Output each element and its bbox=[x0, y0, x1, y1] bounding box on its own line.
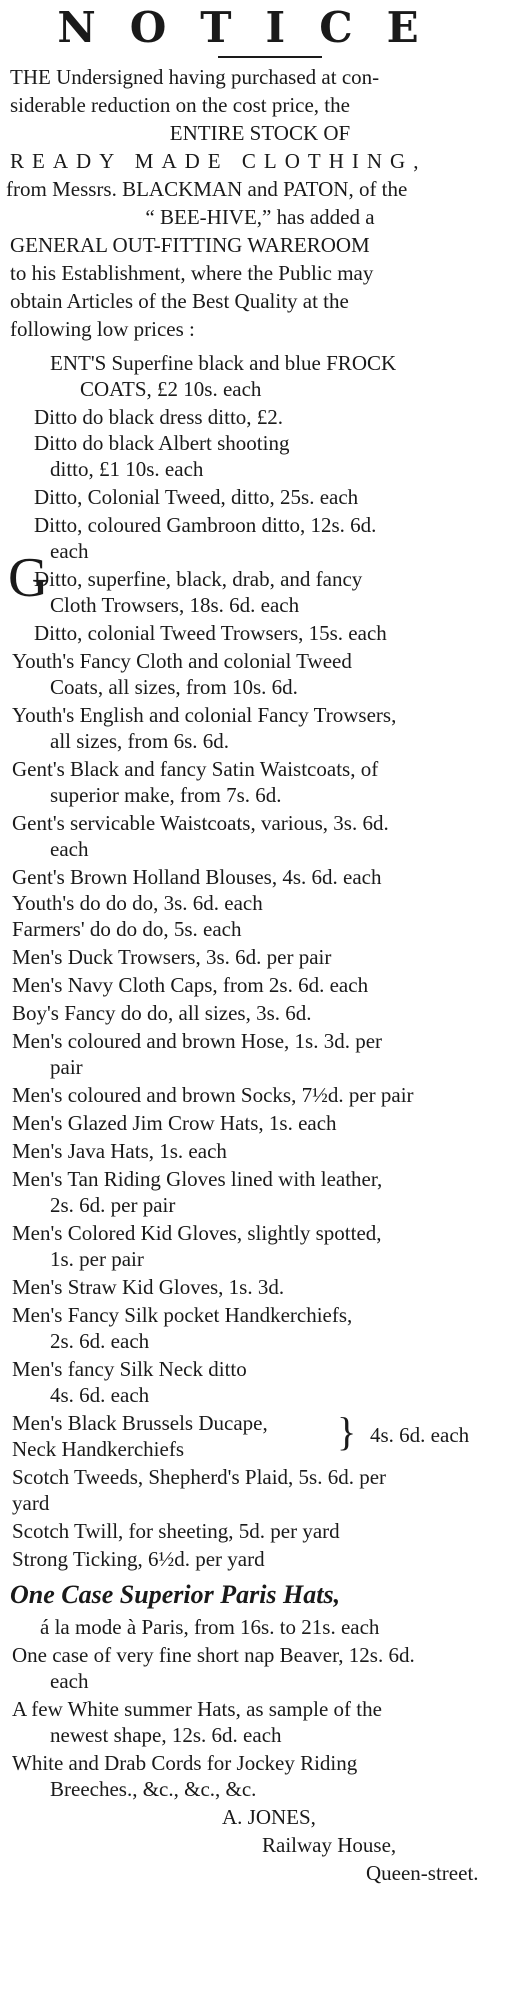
item-line: each bbox=[50, 837, 89, 861]
intro-line: to his Establishment, where the Public may bbox=[10, 261, 374, 285]
item-line: yard bbox=[12, 1491, 50, 1515]
intro-line: READY MADE CLOTHING, bbox=[10, 149, 427, 173]
item-line: Gent's Black and fancy Satin Waistcoats, of bbox=[12, 757, 379, 781]
tail-line: One case of very fine short nap Beaver, 12s. 6d. bbox=[12, 1643, 415, 1667]
item-line: Ditto do black Albert shooting bbox=[34, 431, 290, 455]
intro-line: THE Undersigned having purchased at con- bbox=[10, 65, 380, 89]
item-line: Scotch Twill, for sheeting, 5d. per yard bbox=[12, 1519, 340, 1543]
item-line: Youth's do do do, 3s. 6d. each bbox=[12, 891, 263, 915]
item-line: Men's Black Brussels Ducape, bbox=[12, 1411, 268, 1435]
notice-title: NOTICE bbox=[57, 3, 453, 52]
item-line: Ditto do black dress ditto, £2. bbox=[34, 405, 284, 429]
item-line: pair bbox=[50, 1055, 83, 1079]
item-line: Men's Fancy Silk pocket Handkerchiefs, bbox=[12, 1303, 353, 1327]
item-line: all sizes, from 6s. 6d. bbox=[50, 729, 230, 753]
tail-line: A few White summer Hats, as sample of the bbox=[12, 1697, 382, 1721]
item-line: Men's coloured and brown Socks, 7½d. per pair bbox=[12, 1083, 414, 1107]
tail-line: á la mode à Paris, from 16s. to 21s. each bbox=[40, 1615, 380, 1639]
item-line: Youth's English and colonial Fancy Trowsers, bbox=[12, 703, 397, 727]
item-line: 2s. 6d. per pair bbox=[50, 1193, 176, 1217]
intro-line: from Messrs. BLACKMAN and PATON, of the bbox=[6, 177, 408, 201]
item-line: Scotch Tweeds, Shepherd's Plaid, 5s. 6d. per bbox=[12, 1465, 387, 1489]
item-line: Neck Handkerchiefs bbox=[12, 1437, 184, 1461]
item-line: Men's Duck Trowsers, 3s. 6d. per pair bbox=[12, 945, 332, 969]
tail-line: Breeches., &c., &c., &c. bbox=[50, 1777, 257, 1801]
item-line: Cloth Trowsers, 18s. 6d. each bbox=[50, 593, 300, 617]
brace-symbol: } bbox=[337, 1409, 357, 1454]
item-line: Men's fancy Silk Neck ditto bbox=[12, 1357, 247, 1381]
item-line: Ditto, colonial Tweed Trowsers, 15s. each bbox=[34, 621, 387, 645]
intro-line: ENTIRE STOCK OF bbox=[169, 121, 351, 145]
item-line: Gent's servicable Waistcoats, various, 3s. 6d. bbox=[12, 811, 389, 835]
tail-line: newest shape, 12s. 6d. each bbox=[50, 1723, 282, 1747]
item-line: Ditto, Colonial Tweed, ditto, 25s. each bbox=[34, 485, 359, 509]
item-line: Men's Navy Cloth Caps, from 2s. 6d. each bbox=[12, 973, 369, 997]
item-line: Ditto, superfine, black, drab, and fancy bbox=[34, 567, 363, 591]
item-line: Ditto, coloured Gambroon ditto, 12s. 6d. bbox=[34, 513, 377, 537]
item-line: 2s. 6d. each bbox=[50, 1329, 150, 1353]
title-rule bbox=[218, 56, 322, 58]
signature-line: Queen-street. bbox=[366, 1861, 479, 1885]
tail-line: each bbox=[50, 1669, 89, 1693]
item-line: 4s. 6d. each bbox=[50, 1383, 150, 1407]
item-line: 4s. 6d. each bbox=[370, 1423, 470, 1447]
item-line: Coats, all sizes, from 10s. 6d. bbox=[50, 675, 298, 699]
item-line: each bbox=[50, 539, 89, 563]
item-line: Gent's Brown Holland Blouses, 4s. 6d. each bbox=[12, 865, 382, 889]
item-line: 1s. per pair bbox=[50, 1247, 144, 1271]
item-line: superior make, from 7s. 6d. bbox=[50, 783, 282, 807]
item-line: ditto, £1 10s. each bbox=[50, 457, 204, 481]
item-line: COATS, £2 10s. each bbox=[80, 377, 262, 401]
item-line: ENT'S Superfine black and blue FROCK bbox=[50, 351, 397, 375]
item-line: Boy's Fancy do do, all sizes, 3s. 6d. bbox=[12, 1001, 312, 1025]
tail-line: White and Drab Cords for Jockey Riding bbox=[12, 1751, 358, 1775]
item-line: Strong Ticking, 6½d. per yard bbox=[12, 1547, 265, 1571]
item-line: Farmers' do do do, 5s. each bbox=[12, 917, 242, 941]
item-line: Men's Tan Riding Gloves lined with leather, bbox=[12, 1167, 383, 1191]
intro-line: following low prices : bbox=[10, 317, 195, 341]
signature-line: A. JONES, bbox=[222, 1805, 316, 1829]
item-line: Men's coloured and brown Hose, 1s. 3d. per bbox=[12, 1029, 383, 1053]
item-line: Men's Java Hats, 1s. each bbox=[12, 1139, 227, 1163]
item-line: Men's Straw Kid Gloves, 1s. 3d. bbox=[12, 1275, 285, 1299]
intro-line: obtain Articles of the Best Quality at the bbox=[10, 289, 349, 313]
item-line: Men's Colored Kid Gloves, slightly spotted, bbox=[12, 1221, 382, 1245]
item-line: Men's Glazed Jim Crow Hats, 1s. each bbox=[12, 1111, 337, 1135]
item-line: Youth's Fancy Cloth and colonial Tweed bbox=[12, 649, 352, 673]
paris-heading: One Case Superior Paris Hats, bbox=[10, 1580, 341, 1609]
intro-line: GENERAL OUT-FITTING WAREROOM bbox=[10, 233, 370, 257]
signature-line: Railway House, bbox=[262, 1833, 397, 1857]
intro-line: siderable reduction on the cost price, the bbox=[10, 93, 350, 117]
intro-line: “ BEE-HIVE,” has added a bbox=[145, 205, 375, 229]
drop-cap: G bbox=[8, 547, 49, 609]
